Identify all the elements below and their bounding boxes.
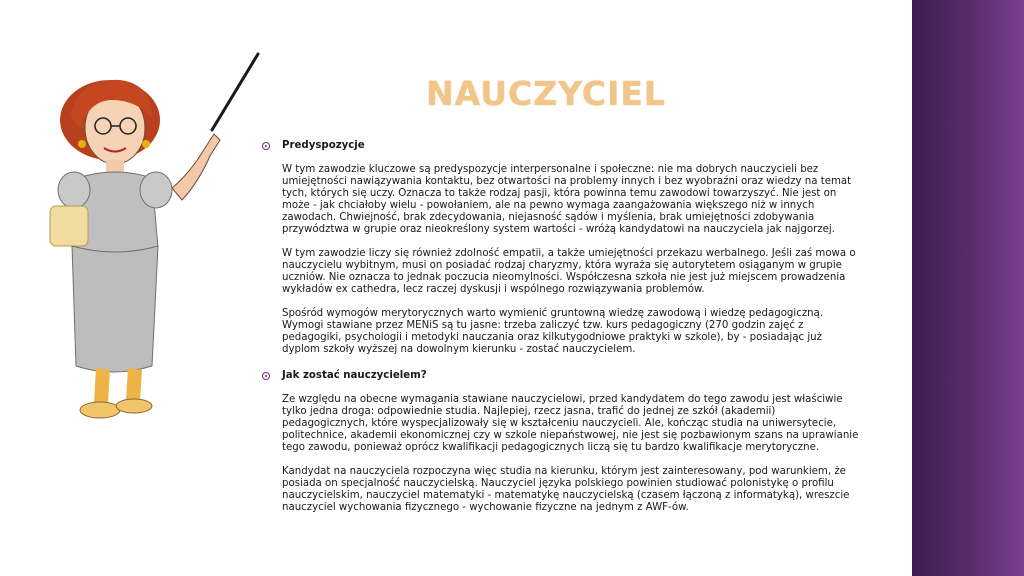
list-item-predyspozycje [262,140,862,356]
paragraph: W tym zawodzie kluczowe są predyspozycje interpersonalne i społeczne: nie ma dobrych nauczycieli bez umiejętności nawiązywania kontaktu, bez otwartości na problemy innych i bez wyobraźni oraz wiedzy na temat tych, których się uczy. Oznacza to także rodzaj pasji, która powinna temu zawodowi towarzyszyć. Nie jest on może - jak chciałoby wielu - powołaniem, ale na pewno wymaga zaangażowania większego niż w innych zawodach. Chwiejność, brak zdecydowania, niejasność sądów i myślenia, brak umiejętności zdobywania przywództwa w grupie oraz nieokreślony system wartości - wróżą kandydatowi na nauczyciela jak najgorzej. [282,164,852,235]
list-item-jak-zostac [262,370,862,514]
paragraph: Kandydat na nauczyciela rozpoczyna więc studia na kierunku, którym jest zainteresowany, pod warunkiem, że posiada on specjalność nauczycielską. Nauczyciel języka polskiego powinien studiować polonistykę o profilu nauczycielskim, nauczyciel matematyki - matematykę nauczycielską (czasem łączoną z informatyką), wreszcie nauczyciel wychowania fizycznego - wychowanie fizyczne na jednym z AWF-ów. [282,466,850,513]
decorative-side-band [912,0,1024,576]
item-heading: Predyspozycje [282,140,365,151]
bullet-icon [262,142,270,150]
item-heading: Jak zostać nauczycielem? [282,370,427,381]
content-body [262,140,862,528]
teacher-with-pointer-illustration [40,48,270,428]
paragraph: Ze względu na obecne wymagania stawiane nauczycielowi, przed kandydatem do tego zawodu jest właściwie tylko jedna droga: odpowiednie studia. Najlepiej, rzecz jasna, trafić do jednej ze szkół (akademii) pedagogicznych, które wyspecjalizowały się w kształceniu nauczycieli. Ale, kończąc studia na uniwersytecie, politechnice, akademii ekonomicznej czy w szkole niepaństwowej, nie jest się pozbawionym szans na uprawianie tego zawodu, ponieważ oprócz kwalifikacji pedagogicznych liczą się tu bardzo kwalifikacje merytoryczne. [282,394,859,453]
paragraph: W tym zawodzie liczy się również zdolność empatii, a także umiejętności przekazu werbalnego. Jeśli zaś mowa o nauczycielu wybitnym, musi on posiadać rodzaj charyzmy, która wyraża się autorytetem osiąganym w grupie uczniów. Nie oznacza to jednak poczucia nieomylności. Współczesna szkoła nie jest już miejscem prowadzenia wykładów ex cathedra, lecz raczej dyskusji i wspólnego rozwiązywania problemów. [282,248,856,295]
bullet-icon [262,372,270,380]
paragraph: Spośród wymogów merytorycznych warto wymienić gruntowną wiedzę zawodową i wiedzę pedagogiczną. Wymogi stawiane przez MENiS są tu jasne: trzeba zaliczyć tzw. kurs pedagogiczny (270 godzin zajęć z pedagogiki, psychologii i metodyki nauczania oraz kilkutygodniowe praktyki w szkole), by - posiadając już dyplom szkoły wyższej na dowolnym kierunku - zostać nauczycielem. [282,308,824,355]
slide-title: NAUCZYCIEL [426,74,666,113]
